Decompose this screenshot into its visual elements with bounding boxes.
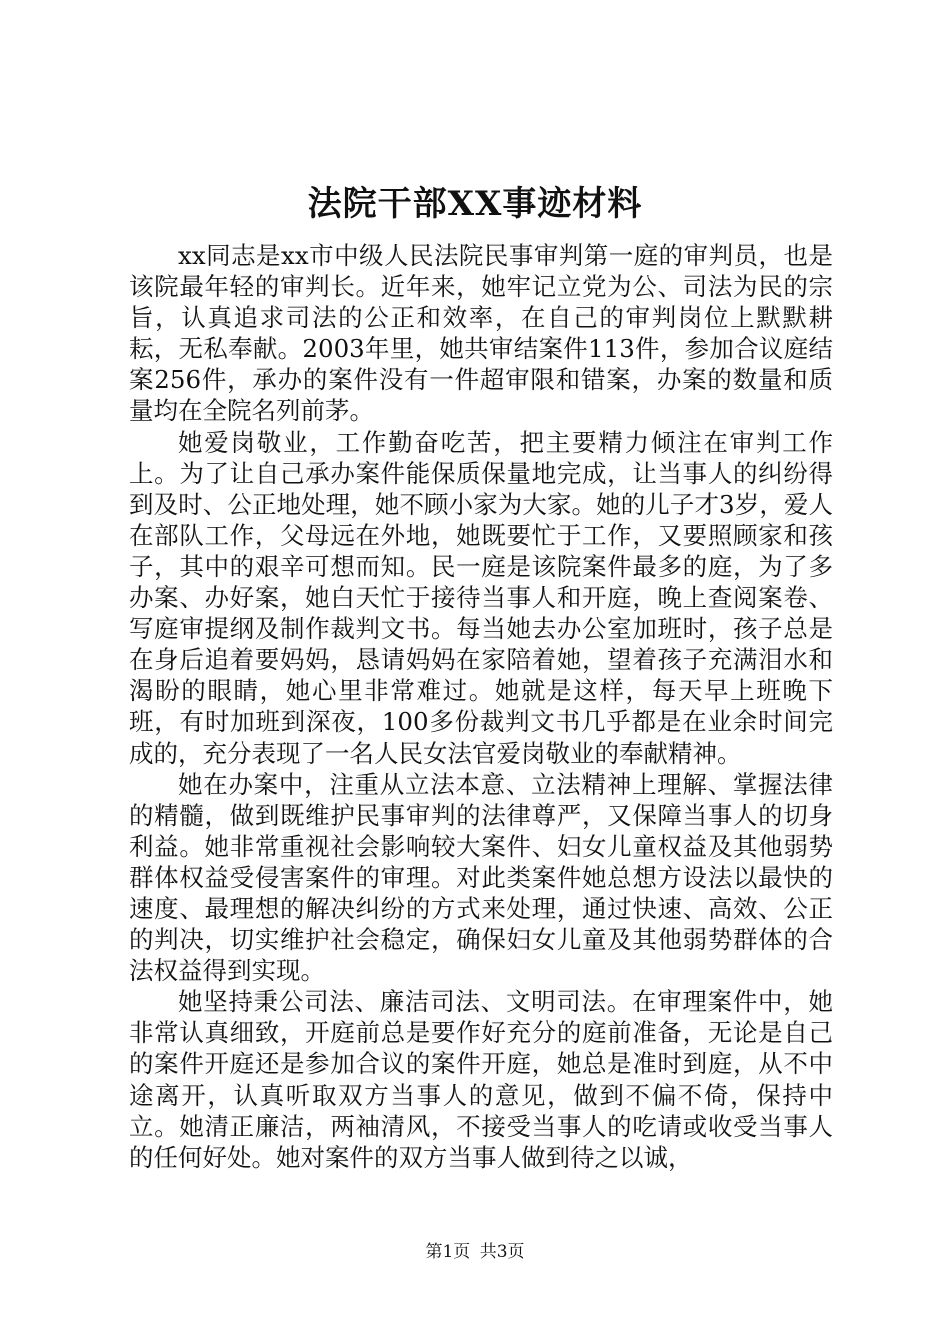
paragraph: 她坚持秉公司法、廉洁司法、文明司法。在审理案件中，她非常认真细致，开庭前总是要作好充分的庭前准备，无论是自己的案件开庭还是参加合议的案件开庭，她总是准时到庭，从不中途离开，认真听取双方当事人的意见，做到不偏不倚，保持中立。她清正廉洁，两袖清风，不接受当事人的吃请或收受当事人的任何好处。她对案件的双方当事人做到待之以诚， [129, 987, 833, 1172]
document-title: 法院干部XX事迹材料 [307, 184, 643, 224]
paragraph: 她在办案中，注重从立法本意、立法精神上理解、掌握法律的精髓，做到既维护民事审判的法律尊严，又保障当事人的切身利益。她非常重视社会影响较大案件、妇女儿童权益及其他弱势群体权益受侵害案件的审理。对此类案件她总想方设法以最快的速度、最理想的解决纠纷的方式来处理，通过快速、高效、公正的判决，切实维护社会稳定，确保妇女儿童及其他弱势群体的合法权益得到实现。 [129, 769, 833, 986]
paragraph: xx同志是xx市中级人民法院民事审判第一庭的审判员，也是该院最年轻的审判长。近年来，她牢记立党为公、司法为民的宗旨，认真追求司法的公正和效率，在自己的审判岗位上默默耕耘，无私奉献。2003年里，她共审结案件113件，参加合议庭结案256件，承办的案件没有一件超审限和错案，办案的数量和质量均在全院名列前茅。 [129, 241, 833, 426]
paragraph: 她爱岗敬业，工作勤奋吃苦，把主要精力倾注在审判工作上。为了让自己承办案件能保质保量地完成，让当事人的纠纷得到及时、公正地处理，她不顾小家为大家。她的儿子才3岁，爱人在部队工作，父母远在外地，她既要忙于工作，又要照顾家和孩子，其中的艰辛可想而知。民一庭是该院案件最多的庭，为了多办案、办好案，她白天忙于接待当事人和开庭，晚上查阅案卷、写庭审提纲及制作裁判文书。每当她去办公室加班时，孩子总是在身后追着要妈妈，恳请妈妈在家陪着她，望着孩子充满泪水和渴盼的眼睛，她心里非常难过。她就是这样，每天早上班晚下班，有时加班到深夜，100多份裁判文书几乎都是在业余时间完成的，充分表现了一名人民女法官爱岗敬业的奉献精神。 [129, 427, 833, 768]
page-number: 第1页 [425, 1242, 471, 1262]
document-body [129, 240, 833, 1173]
page-total: 共3页 [479, 1242, 525, 1262]
page-footer [0, 1240, 950, 1264]
